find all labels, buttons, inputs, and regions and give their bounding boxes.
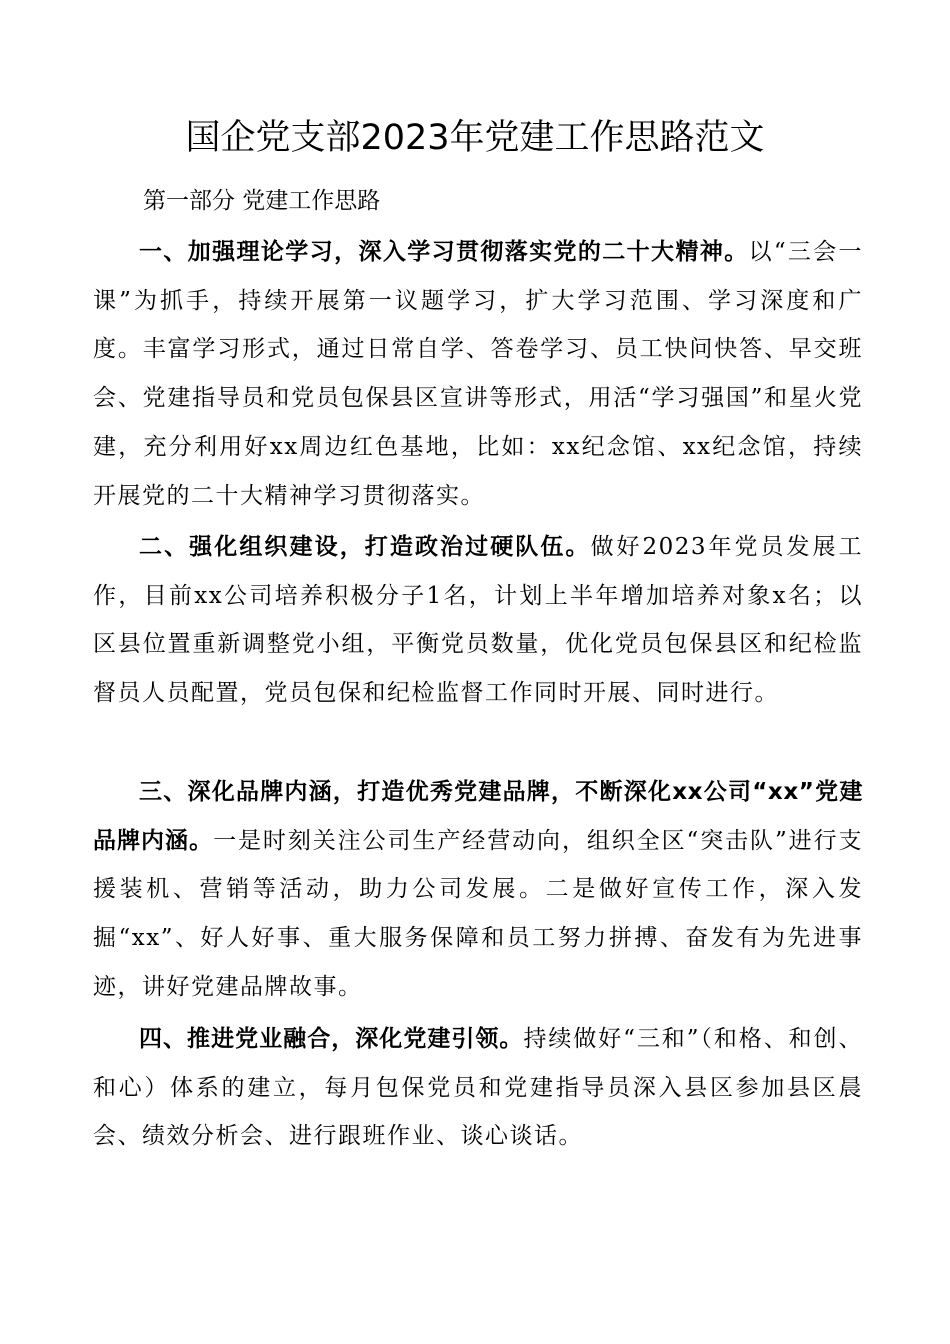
paragraph-3 [93,768,863,1012]
paragraph-1-body: 以“三会一课”为抓手，持续开展第一议题学习，扩大学习范围、学习深度和广度。丰富学习形式，通过日常自学、答卷学习、员工快问快答、早交班会、党建指导员和党员包保县区宣讲等形式，用活“学习强国”和星火党建，充分利用好xx周边红色基地，比如：xx纪念馆、xx纪念馆，持续开展党的二十大精神学习贯彻落实。 [93,239,864,509]
paragraph-1 [93,228,863,520]
paragraph-4-heading: 四、推进党业融合，深化党建引领。 [139,1026,524,1052]
paragraph-3-body: 一是时刻关注公司生产经营动向，组织全区“突击队”进行支援装机、营销等活动，助力公司发展。二是做好宣传工作，深入发掘“xx”、好人好事、重大服务保障和员工努力拼搏、奋发有为先进事迹，讲好党建品牌故事。 [93,827,863,1000]
paragraph-4 [93,1015,863,1161]
paragraph-3-heading: 三、深化品牌内涵，打造优秀党建品牌，不断深化xx公司“xx”党建品牌内涵。 [93,779,863,854]
paragraph-1-heading: 一、加强理论学习，深入学习贯彻落实党的二十大精神。 [139,239,749,265]
paragraph-2 [93,523,863,718]
paragraph-2-body: 做好2023年党员发展工作，目前xx公司培养积极分子1名，计划上半年增加培养对象x名；以区县位置重新调整党小组，平衡党员数量，优化党员包保县区和纪检监督员人员配置，党员包保和纪检监督工作同时开展、同时进行。 [93,534,863,707]
document-title: 国企党支部2023年党建工作思路范文 [185,118,765,158]
paragraph-4-body: 持续做好“三和”（和格、和创、和心）体系的建立，每月包保党员和党建指导员深入县区参加县区晨会、绩效分析会、进行跟班作业、谈心谈话。 [93,1026,863,1150]
paragraph-2-heading: 二、强化组织建设，打造政治过硬队伍。 [139,534,591,560]
section-heading: 第一部分 党建工作思路 [143,188,381,214]
